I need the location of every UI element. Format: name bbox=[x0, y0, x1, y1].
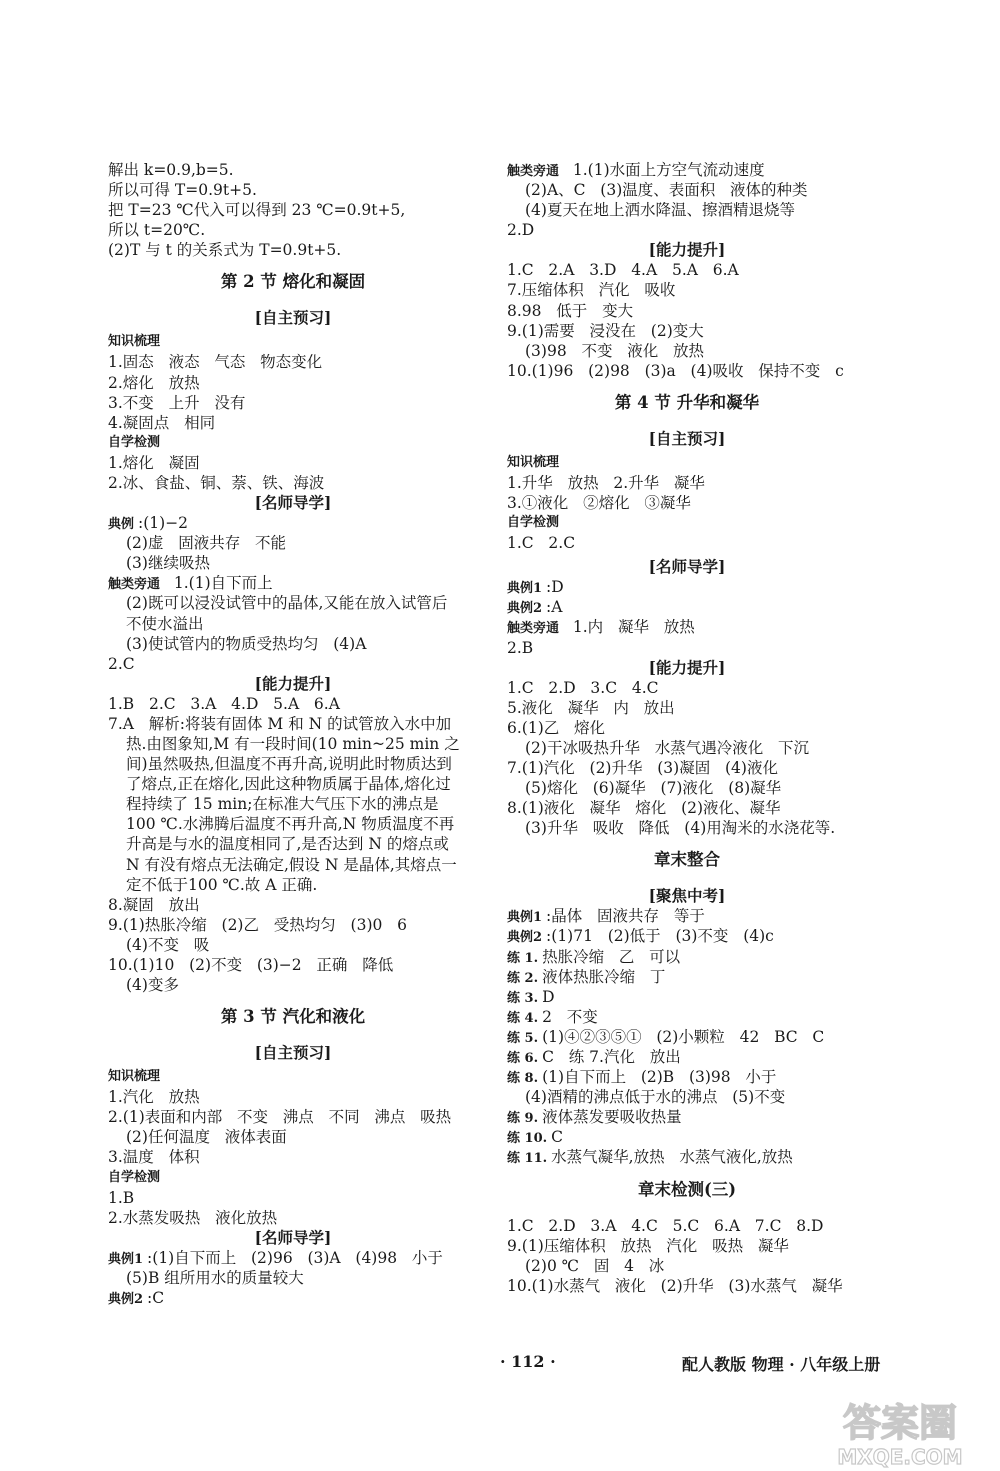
answer-line bbox=[507, 597, 867, 617]
answer-line bbox=[108, 160, 478, 180]
line-text: 1.(1)自下而上 bbox=[164, 574, 273, 593]
line-text: 3.温度 体积 bbox=[108, 1148, 200, 1167]
line-text: 1.内 凝华 放热 bbox=[563, 618, 695, 637]
page-footer bbox=[0, 1352, 1000, 1380]
answer-line bbox=[507, 280, 867, 300]
line-text: [名师导学] bbox=[254, 1227, 332, 1247]
subsection-heading bbox=[507, 886, 867, 906]
line-text: 知识梳理 bbox=[108, 334, 161, 350]
section-title bbox=[507, 1180, 867, 1200]
line-text: 间)虽然吸热,但温度不再升高,说明此时物质达到 bbox=[126, 755, 452, 774]
line-text: 知识梳理 bbox=[108, 1069, 161, 1085]
line-text: C 练 7.汽化 放出 bbox=[542, 1048, 681, 1066]
answer-line bbox=[507, 321, 867, 341]
item-tag: 练 1. bbox=[507, 950, 539, 966]
answer-line bbox=[108, 955, 478, 975]
answer-line bbox=[108, 573, 478, 593]
line-text: 2.B bbox=[507, 638, 534, 657]
line-text: 自学检测 bbox=[507, 515, 560, 531]
line-text: 2.(1)表面和内部 不变 沸点 不同 沸点 吸热 bbox=[108, 1108, 452, 1127]
line-text: [名师导学] bbox=[648, 557, 726, 577]
line-text: 7.A 解析:将装有固体 M 和 N 的试管放入水中加 bbox=[108, 714, 452, 733]
line-text: 8.凝固 放出 bbox=[108, 895, 200, 914]
subsection-heading bbox=[108, 1043, 478, 1063]
line-text: 7.压缩体积 汽化 吸收 bbox=[507, 281, 676, 300]
item-tag: 练 9. bbox=[507, 1111, 539, 1127]
answer-line bbox=[108, 413, 478, 433]
answer-line bbox=[507, 947, 867, 967]
line-text: :C bbox=[147, 1288, 165, 1307]
line-text: 10.(1)96 (2)98 (3)a (4)吸收 保持不变 c bbox=[507, 361, 844, 380]
answer-line-indent bbox=[108, 754, 478, 774]
block-label bbox=[108, 433, 478, 453]
line-text: [自主预习] bbox=[648, 428, 726, 448]
line-text: 所以 t=20℃. bbox=[108, 221, 206, 240]
answer-line bbox=[108, 200, 478, 220]
line-text: 所以可得 T=0.9t+5. bbox=[108, 181, 257, 200]
line-text: 2.熔化 放热 bbox=[108, 373, 200, 392]
line-text: (4)不变 吸 bbox=[126, 935, 210, 954]
edition-label: 配人教版 物理 · 八年级上册 bbox=[682, 1355, 881, 1374]
line-text: (3)98 不变 液化 放热 bbox=[525, 341, 705, 360]
subsection-heading bbox=[507, 557, 867, 577]
line-text: (4)酒精的沸点低于水的沸点 (5)不变 bbox=[525, 1088, 786, 1107]
answer-line bbox=[507, 260, 867, 280]
answer-line-indent bbox=[507, 738, 867, 758]
answer-line-indent bbox=[108, 553, 478, 573]
line-text: 1.(1)水面上方空气流动速度 bbox=[563, 161, 765, 179]
subsection-heading bbox=[507, 240, 867, 260]
answer-line bbox=[108, 714, 478, 734]
watermark-logo bbox=[810, 1392, 990, 1470]
answer-line bbox=[507, 1216, 867, 1236]
line-text: [能力提升] bbox=[648, 240, 726, 260]
line-text: 1.C 2.A 3.D 4.A 5.A 6.A bbox=[507, 261, 739, 280]
answer-line bbox=[108, 240, 478, 260]
right-column bbox=[507, 160, 867, 1296]
answer-line bbox=[507, 220, 867, 240]
line-text: 第 2 节 熔化和凝固 bbox=[220, 272, 366, 292]
spacer bbox=[507, 870, 867, 886]
spacer bbox=[507, 1200, 867, 1216]
answer-line bbox=[507, 698, 867, 718]
line-text: 自学检测 bbox=[108, 1169, 161, 1185]
line-text: 程持续了 15 min;在标准大气压下水的沸点是 bbox=[126, 795, 439, 814]
answer-line bbox=[108, 513, 478, 533]
line-text: [能力提升] bbox=[254, 673, 332, 693]
answer-line bbox=[108, 473, 478, 493]
line-text: 100 ℃.水沸腾后温度不再升高,N 物质温度不再 bbox=[126, 815, 455, 834]
spacer bbox=[507, 1168, 867, 1180]
watermark-main: 答案圈 bbox=[842, 1401, 958, 1445]
section-title bbox=[108, 272, 478, 292]
answer-line bbox=[507, 617, 867, 637]
line-text: (2)T 与 t 的关系式为 T=0.9t+5. bbox=[108, 241, 342, 260]
answer-line bbox=[507, 493, 867, 513]
line-text: 7.(1)汽化 (2)升华 (3)凝固 (4)液化 bbox=[507, 758, 778, 777]
answer-line bbox=[507, 1047, 867, 1067]
line-text: (2)既可以浸没试管中的晶体,又能在放入试管后 bbox=[126, 594, 448, 613]
answer-line bbox=[507, 758, 867, 778]
line-text: (3)使试管内的物质受热均匀 (4)A bbox=[126, 634, 367, 653]
item-tag: 典例2 bbox=[507, 930, 543, 946]
spacer bbox=[507, 413, 867, 429]
spacer bbox=[108, 260, 478, 272]
answer-line bbox=[108, 453, 478, 473]
spacer bbox=[507, 381, 867, 393]
item-tag: 练 4. bbox=[507, 1010, 539, 1026]
line-text: 5.液化 凝华 内 放出 bbox=[507, 698, 675, 717]
item-tag: 触类旁通 bbox=[108, 577, 161, 593]
line-text: 解出 k=0.9,b=5. bbox=[108, 161, 234, 179]
answer-line-indent bbox=[507, 180, 867, 200]
answer-line bbox=[507, 473, 867, 493]
answer-line bbox=[108, 1208, 478, 1228]
answer-line-indent bbox=[108, 734, 478, 754]
answer-line-indent bbox=[108, 1268, 478, 1288]
answer-line-indent bbox=[108, 794, 478, 814]
answer-line bbox=[108, 1248, 478, 1268]
line-text: 了熔点,正在熔化,因此这种物质属于晶体,熔化过 bbox=[126, 775, 451, 794]
item-tag: 练 6. bbox=[507, 1051, 539, 1066]
line-text: 不使水溢出 bbox=[126, 614, 204, 633]
subsection-heading bbox=[507, 429, 867, 449]
left-column bbox=[108, 160, 478, 1308]
line-text: 第 3 节 汽化和液化 bbox=[220, 1007, 366, 1027]
line-text: (2)A、C (3)温度、表面积 液体的种类 bbox=[525, 181, 808, 200]
line-text: :晶体 固液共存 等于 bbox=[546, 907, 705, 926]
line-text: :D bbox=[546, 578, 564, 597]
line-text: 第 4 节 升华和凝华 bbox=[614, 392, 760, 412]
line-text: 自学检测 bbox=[108, 434, 161, 450]
item-tag: 典例1 bbox=[507, 910, 543, 926]
block-label bbox=[108, 1067, 478, 1087]
answer-line bbox=[108, 393, 478, 413]
answer-line bbox=[507, 533, 867, 553]
section-title bbox=[108, 1007, 478, 1027]
line-text: 1.B bbox=[108, 1188, 135, 1207]
block-label bbox=[507, 513, 867, 533]
line-text: [聚焦中考] bbox=[648, 886, 726, 906]
item-tag: 触类旁通 bbox=[507, 164, 560, 179]
answer-line-indent bbox=[108, 614, 478, 634]
line-text: 10.(1)水蒸气 液化 (2)升华 (3)水蒸气 凝华 bbox=[507, 1276, 843, 1295]
line-text: N 有没有熔点无法确定,假设 N 是晶体,其熔点一 bbox=[126, 855, 457, 874]
spacer bbox=[108, 292, 478, 308]
answer-line-indent bbox=[108, 593, 478, 613]
answer-line bbox=[108, 895, 478, 915]
answer-line bbox=[507, 718, 867, 738]
line-text: 3.①液化 ②熔化 ③凝华 bbox=[507, 494, 691, 513]
answer-line bbox=[507, 1127, 867, 1147]
line-text: 1.升华 放热 2.升华 凝华 bbox=[507, 473, 705, 492]
item-tag: 典例1 bbox=[108, 1251, 144, 1267]
item-tag: 练 10. bbox=[507, 1131, 548, 1147]
answer-line bbox=[507, 1236, 867, 1256]
line-text: 1.C 2.C bbox=[507, 534, 576, 553]
line-text: 10.(1)10 (2)不变 (3)−2 正确 降低 bbox=[108, 956, 394, 974]
answer-line-indent bbox=[507, 1087, 867, 1107]
item-tag: 典例1 bbox=[507, 581, 543, 597]
line-text: 章末检测(三) bbox=[637, 1179, 737, 1199]
line-text: 1.汽化 放热 bbox=[108, 1088, 200, 1107]
watermark-sub: MXQE.COM bbox=[837, 1445, 963, 1469]
line-text: 1.C 2.D 3.C 4.C bbox=[507, 678, 659, 697]
line-text: C bbox=[551, 1128, 564, 1147]
answer-line-indent bbox=[108, 975, 478, 995]
spacer bbox=[507, 838, 867, 850]
line-text: [名师导学] bbox=[254, 493, 332, 513]
line-text: 6.(1)乙 熔化 bbox=[507, 718, 606, 737]
line-text: 1.B 2.C 3.A 4.D 5.A 6.A bbox=[108, 694, 340, 713]
section-title bbox=[507, 393, 867, 413]
answer-line bbox=[507, 967, 867, 987]
answer-line bbox=[507, 926, 867, 946]
line-text: [能力提升] bbox=[648, 657, 726, 677]
spacer bbox=[108, 1027, 478, 1043]
line-text: 液体热胀冷缩 丁 bbox=[542, 967, 666, 986]
answer-line bbox=[108, 1288, 478, 1308]
line-text: (2)干冰吸热升华 水蒸气遇冷液化 下沉 bbox=[525, 738, 810, 757]
subsection-heading bbox=[507, 658, 867, 678]
answer-line bbox=[507, 1147, 867, 1167]
line-text: :(1)自下而上 (2)96 (3)A (4)98 小于 bbox=[147, 1248, 443, 1267]
line-text: 热胀冷缩 乙 可以 bbox=[542, 947, 681, 966]
line-text: (1)④②③⑤① (2)小颗粒 42 BC C bbox=[542, 1027, 825, 1046]
line-text: 1.固态 液态 气态 物态变化 bbox=[108, 353, 323, 372]
line-text: 9.(1)需要 浸没在 (2)变大 bbox=[507, 321, 704, 340]
answer-line-indent bbox=[507, 818, 867, 838]
item-tag: 典例 bbox=[108, 517, 135, 533]
answer-line-indent bbox=[507, 341, 867, 361]
line-text: 1.熔化 凝固 bbox=[108, 453, 200, 472]
line-text: 升高是与水的温度相同了,是否达到 N 的熔点或 bbox=[126, 835, 449, 854]
answer-line bbox=[108, 1087, 478, 1107]
answer-line bbox=[108, 373, 478, 393]
line-text: (3)升华 吸收 降低 (4)用淘米的水浇花等. bbox=[525, 819, 836, 838]
line-text: 液体蒸发要吸收热量 bbox=[542, 1108, 682, 1127]
answer-line-indent bbox=[507, 778, 867, 798]
line-text: (2)虚 固液共存 不能 bbox=[126, 534, 287, 553]
line-text: 水蒸气凝华,放热 水蒸气液化,放热 bbox=[551, 1148, 793, 1167]
answer-line bbox=[507, 987, 867, 1007]
line-text: 把 T=23 ℃代入可以得到 23 ℃=0.9t+5, bbox=[108, 201, 406, 220]
line-text: 2.水蒸发吸热 液化放热 bbox=[108, 1208, 278, 1227]
answer-line bbox=[108, 220, 478, 240]
answer-line-indent bbox=[108, 1127, 478, 1147]
item-tag: 触类旁通 bbox=[507, 621, 560, 637]
answer-line-indent bbox=[108, 935, 478, 955]
answer-line bbox=[507, 1276, 867, 1296]
line-text: 2 不变 bbox=[542, 1007, 598, 1026]
answer-line bbox=[108, 1107, 478, 1127]
line-text: 2.D bbox=[507, 221, 535, 240]
item-tag: 典例2 bbox=[108, 1291, 144, 1307]
line-text: 4.凝固点 相同 bbox=[108, 413, 216, 432]
line-text: 热.由图象知,M 有一段时间(10 min~25 min 之 bbox=[126, 734, 460, 753]
line-text: (2)任何温度 液体表面 bbox=[126, 1128, 287, 1147]
answer-line-indent bbox=[507, 200, 867, 220]
block-label bbox=[108, 1168, 478, 1188]
line-text: (5)B 组所用水的质量较大 bbox=[126, 1268, 304, 1287]
line-text: :A bbox=[546, 598, 563, 617]
block-label bbox=[507, 453, 867, 473]
answer-line bbox=[507, 638, 867, 658]
line-text: D bbox=[542, 987, 555, 1006]
answer-line-indent bbox=[108, 834, 478, 854]
line-text: (1)自下而上 (2)B (3)98 小于 bbox=[542, 1068, 777, 1087]
item-tag: 练 3. bbox=[507, 990, 539, 1006]
subsection-heading bbox=[108, 308, 478, 328]
line-text: (3)继续吸热 bbox=[126, 554, 210, 573]
subsection-heading bbox=[108, 493, 478, 513]
item-tag: 练 11. bbox=[507, 1151, 548, 1167]
item-tag: 典例2 bbox=[507, 601, 543, 617]
spacer bbox=[108, 995, 478, 1007]
line-text: [自主预习] bbox=[254, 308, 332, 328]
line-text: [自主预习] bbox=[254, 1043, 332, 1063]
line-text: 9.(1)热胀冷缩 (2)乙 受热均匀 (3)0 6 bbox=[108, 915, 408, 934]
line-text: :(1)71 (2)低于 (3)不变 (4)c bbox=[546, 927, 774, 946]
answer-line bbox=[507, 798, 867, 818]
answer-line-indent bbox=[108, 814, 478, 834]
line-text: 9.(1)压缩体积 放热 汽化 吸热 凝华 bbox=[507, 1236, 789, 1255]
line-text: 2.C bbox=[108, 654, 135, 673]
subsection-heading bbox=[108, 1228, 478, 1248]
subsection-heading bbox=[108, 674, 478, 694]
answer-line bbox=[108, 915, 478, 935]
answer-line bbox=[507, 1027, 867, 1047]
line-text: 3.不变 上升 没有 bbox=[108, 393, 246, 412]
answer-line bbox=[507, 361, 867, 381]
section-title bbox=[507, 850, 867, 870]
answer-line-indent bbox=[108, 875, 478, 895]
answer-line bbox=[507, 301, 867, 321]
answer-line-indent bbox=[108, 855, 478, 875]
page-number: · 112 · bbox=[500, 1352, 556, 1371]
item-tag: 练 5. bbox=[507, 1030, 539, 1046]
line-text: 8.(1)液化 凝华 熔化 (2)液化、凝华 bbox=[507, 799, 781, 818]
line-text: 章末整合 bbox=[654, 850, 720, 870]
line-text: (2)0 ℃ 固 4 冰 bbox=[525, 1256, 665, 1275]
answer-line bbox=[108, 1147, 478, 1167]
line-text: 8.98 低于 变大 bbox=[507, 301, 634, 320]
line-text: 知识梳理 bbox=[507, 454, 560, 470]
answer-line bbox=[108, 1188, 478, 1208]
line-text: :(1)−2 bbox=[138, 514, 189, 533]
answer-line-indent bbox=[507, 1256, 867, 1276]
answer-line-indent bbox=[108, 774, 478, 794]
line-text: 2.冰、食盐、铜、萘、铁、海波 bbox=[108, 473, 325, 492]
answer-line bbox=[507, 906, 867, 926]
block-label bbox=[108, 332, 478, 352]
answer-line bbox=[507, 1007, 867, 1027]
answer-line bbox=[108, 654, 478, 674]
item-tag: 练 2. bbox=[507, 970, 539, 986]
answer-line bbox=[108, 352, 478, 372]
line-text: 1.C 2.D 3.A 4.C 5.C 6.A 7.C 8.D bbox=[507, 1216, 824, 1235]
answer-line bbox=[507, 678, 867, 698]
answer-line bbox=[507, 1107, 867, 1127]
line-text: (4)夏天在地上洒水降温、擦酒精退烧等 bbox=[525, 201, 795, 220]
answer-line bbox=[507, 1067, 867, 1087]
line-text: 定不低于100 ℃.故 A 正确. bbox=[126, 875, 318, 894]
answer-line-indent bbox=[108, 634, 478, 654]
answer-line bbox=[108, 180, 478, 200]
line-text: (5)熔化 (6)凝华 (7)液化 (8)凝华 bbox=[525, 779, 782, 798]
answer-line bbox=[507, 160, 867, 180]
line-text: (4)变多 bbox=[126, 976, 179, 995]
answer-line bbox=[108, 694, 478, 714]
item-tag: 练 8. bbox=[507, 1071, 539, 1087]
answer-line bbox=[507, 577, 867, 597]
answer-line-indent bbox=[108, 533, 478, 553]
